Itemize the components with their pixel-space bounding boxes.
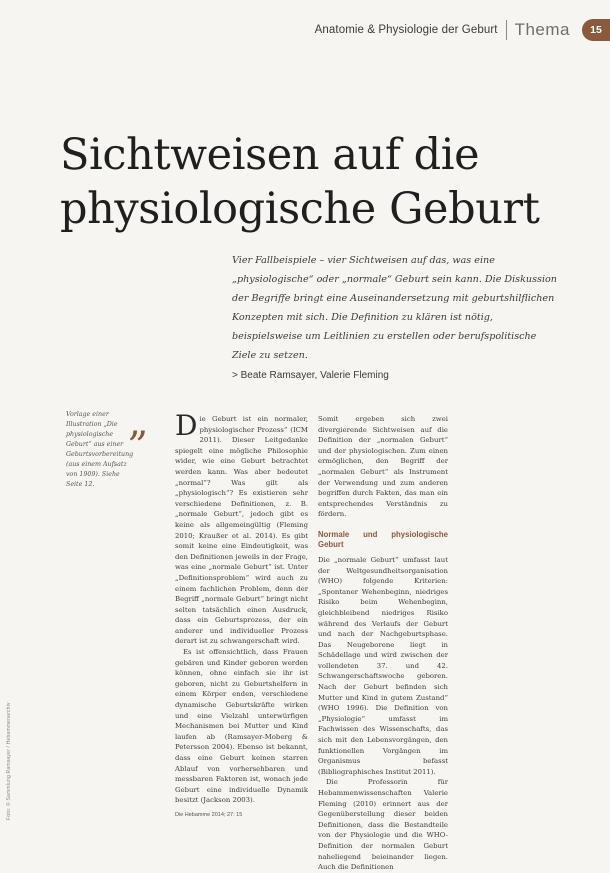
- article-authors: > Beate Ramsayer, Valerie Fleming: [232, 370, 389, 381]
- title-line-1: Sichtweisen auf die: [60, 130, 480, 180]
- body-paragraph: Die „normale Geburt“ umfasst laut der Weltgesundheitsorganisation (WHO) folgende Kriterien: „Spontaner Wehenbeginn, niedriges Risiko beim Wehenbeginn, gleichbleibend niedriges Risiko während des Verlaufs der Geburt und nach der Nachgeburtsphase. Das Neugeborene liegt in Schädellage und wird zwischen der vollendeten 37. und 42. Schwangerschaftswoche geboren. Nach der Geburt befinden sich Mutter und Kind in gutem Zustand“ (WHO 1996). Die Definition von „Physiologie“ umfasst im Fachwissen des Wissenschafts, das sich mit den Lebensvorgängen, den funktionellen Vorgängen im Organismus befasst (Bibliographisches Institut 2011).: [318, 555, 448, 776]
- drop-cap: D: [175, 409, 198, 442]
- body-paragraph: Die Professorin für Hebammenwissenschaften Valerie Fleming (2010) erinnert aus der Gegenüberstellung dieser beiden Definitionen, dass die Bestandteile von der Physiologie und die WHO-Definition der normalen Geburt naheliegend beieinander liegen. Auch die Definitionen: [318, 778, 448, 872]
- page-footer: Die Hebamme 2014; 27: 15: [175, 812, 243, 818]
- photo-credit: Foto: © Sammlung Ramsayer / Hebammenarchiv: [6, 702, 12, 820]
- article-lead: Vier Fallbeispiele – vier Sichtweisen auf das, was eine „physiologische“ oder „normale“ Geburt sein kann. Die Diskussion der Begriffe bringt eine Auseinandersetzung mit geburtshilflichen Konzepten mit sich. Die Definition zu klären ist nötig, beispielsweise um Leitlinien zu erstellen oder berufspolitische Ziele zu setzen.: [232, 255, 557, 361]
- quote-mark: „: [128, 399, 149, 445]
- paragraph-text: ie Geburt ist ein normaler, physiologischer Prozess“ (ICM 2011). Dieser Leitgedanke spiegelt eine mögliche Philosophie wider, wie eine Geburt betrachtet werden kann. Was aber bedeutet „normal“? Was gilt als „physiologisch“? Es existieren sehr verschiedene Definitionen, z. B. „normale Geburt“, jedoch gibt es keine als allgemeingültig (Fleming 2010; Kraußer et al. 2014). Es gibt somit keine eine Eindeutigkeit, was den Definitionen jeweils in der Frage, was eine „normale Geburt“ ist. Unter „Definitionsproblem“ wird auch zu einem fachlichen Problem, denn der Begriff „normale Geburt“ bringt nicht selten tatsächlich einen Ausdruck, dass ein Geburtsprozess, der ein anderer und individueller Prozess derart ist zu schwangerschaft wird.: [175, 415, 308, 646]
- header-kicker: Anatomie & Physiologie der Geburt: [314, 24, 498, 36]
- section-heading: Normale und physiologische Geburt: [318, 529, 448, 549]
- article-title: [60, 128, 580, 236]
- title-line-2: physiologische Geburt: [60, 184, 540, 234]
- body-column-1: [175, 409, 308, 806]
- header-section: Thema: [514, 20, 570, 39]
- body-paragraph: [175, 409, 308, 647]
- header-divider: [506, 20, 507, 40]
- page-number-badge: 15: [582, 19, 610, 41]
- page-header: [314, 18, 602, 42]
- body-column-2: [318, 414, 448, 873]
- body-paragraph: Somit ergeben sich zwei divergierende Sichtweisen auf die Definition der „normalen Geburt“ und der physiologischen. Zum einen ermöglichen, den Begriff der „normalen Geburt“ als Instrument der Verwendung und zum anderen begriffen durch Fakten, das man ein entsprechendes Verständnis zu fördern.: [318, 415, 448, 519]
- body-paragraph: Es ist offensichtlich, dass Frauen gebären und Kinder geboren werden können, ohne einfach sie ihr ist geboren, nicht zu Geburtshelfern in einem Körper enden, verschiedene dynamische Geburtskräfte wirken und eine Vielzahl unterwürfigen Mechanismen bei Mutter und Kind laufen ab (Ramsayer-Moberg & Petersson 2004). Ebenso ist bekannt, dass eine Geburt keinen starren Ablauf von vorhersehbaren und messbaren Faktoren ist, wonach jede Geburt eine individuelle Dynamik besitzt (Jackson 2003).: [175, 648, 308, 805]
- sidebar-caption: Vorlage einer Illustration „Die physiologische Geburt“ aus einer Geburtsvorbereitung (aus einem Aufsatz von 1909). Siehe Seite 12.: [66, 411, 134, 488]
